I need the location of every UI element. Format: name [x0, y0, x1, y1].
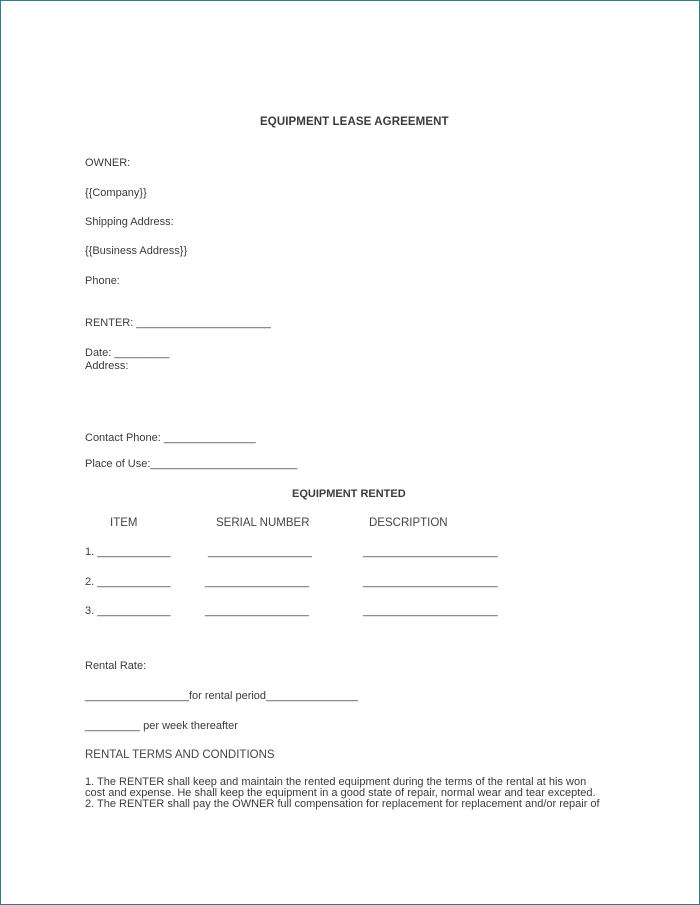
document-title: EQUIPMENT LEASE AGREEMENT [260, 116, 449, 128]
address-label: Address: [85, 360, 129, 372]
terms-line-1: 1. The RENTER shall keep and maintain the rented equipment during the terms of the rental at his won [85, 776, 587, 788]
rental-period-line: _________________for rental period_______________ [85, 690, 358, 702]
owner-company: {{Company}} [85, 187, 147, 199]
equipment-row-3-description: ______________________ [363, 605, 498, 617]
equipment-row-1-item: 1. ____________ [85, 546, 171, 558]
date-line: Date: _________ [85, 347, 170, 359]
rental-terms-heading: RENTAL TERMS AND CONDITIONS [85, 749, 275, 761]
column-header-serial-number: SERIAL NUMBER [216, 517, 310, 529]
contact-phone-line: Contact Phone: _______________ [85, 432, 256, 444]
equipment-row-3-serial: _________________ [205, 605, 310, 617]
equipment-rented-heading: EQUIPMENT RENTED [292, 488, 406, 500]
equipment-row-2-item: 2. ____________ [85, 576, 171, 588]
equipment-row-1-serial: _________________ [208, 546, 313, 558]
column-header-item: ITEM [110, 517, 138, 529]
place-of-use-line: Place of Use:________________________ [85, 458, 298, 470]
owner-label: OWNER: [85, 157, 131, 169]
equipment-row-1-description: ______________________ [363, 546, 498, 558]
owner-phone-label: Phone: [85, 275, 120, 287]
equipment-row-3-item: 3. ____________ [85, 605, 171, 617]
owner-business-address: {{Business Address}} [85, 245, 188, 257]
per-week-line: _________ per week thereafter [85, 720, 238, 732]
terms-line-2: cost and expense. He shall keep the equipment in a good state of repair, normal wear and tear excepted. [85, 787, 596, 799]
rental-rate-label: Rental Rate: [85, 660, 147, 672]
terms-line-3: 2. The RENTER shall pay the OWNER full compensation for replacement for replacement and/or repair of [85, 798, 600, 810]
equipment-row-2-description: ______________________ [363, 576, 498, 588]
equipment-row-2-serial: _________________ [205, 576, 310, 588]
column-header-description: DESCRIPTION [369, 517, 448, 529]
shipping-address-label: Shipping Address: [85, 216, 174, 228]
renter-line: RENTER: ______________________ [85, 317, 271, 329]
lease-document [1, 1, 699, 904]
